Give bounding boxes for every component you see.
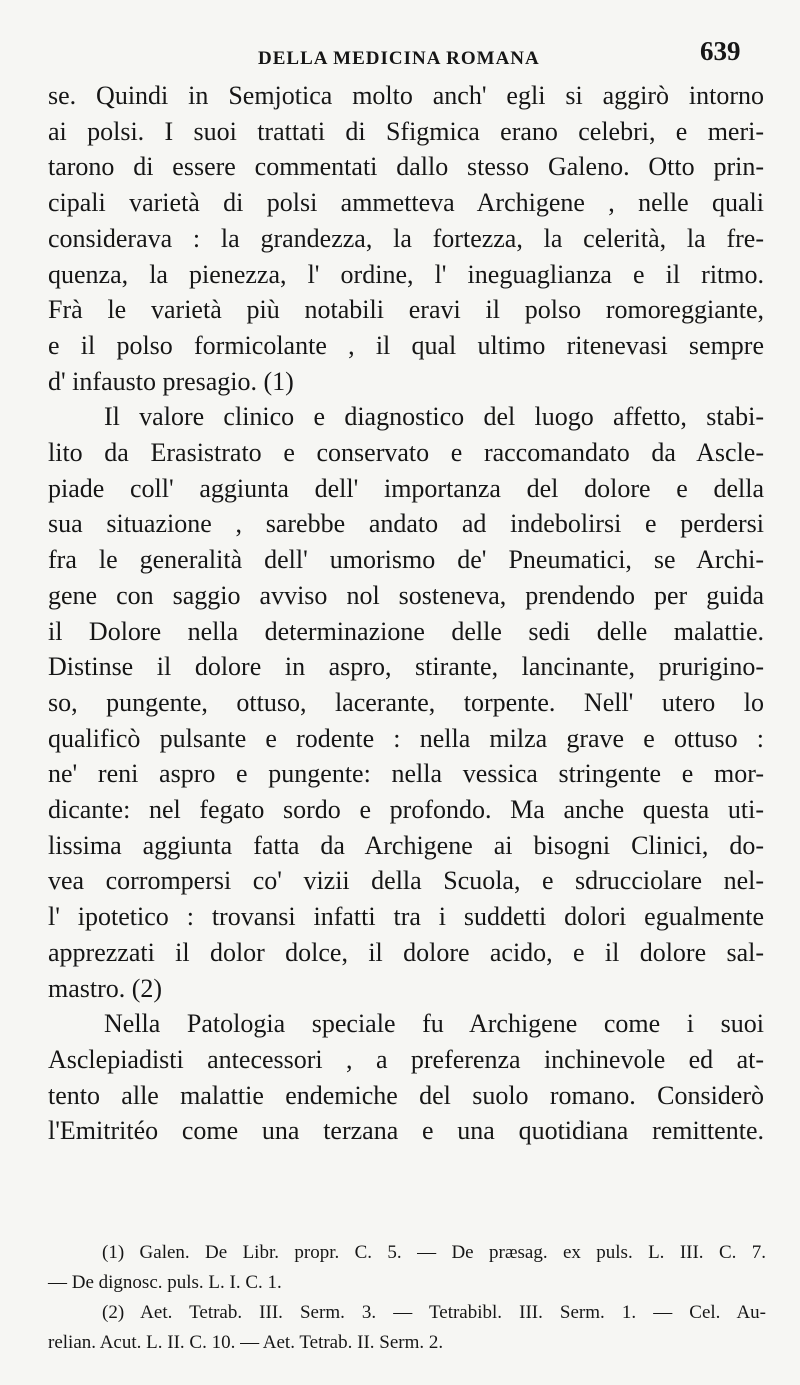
paragraph-2 bbox=[48, 399, 764, 1006]
text-line: sua situazione , sarebbe andato ad indebolirsi e perdersi bbox=[48, 509, 764, 539]
footnote-line: (1) Galen. De Libr. propr. C. 5. — De præsag. ex puls. L. III. C. 7. bbox=[102, 1242, 766, 1263]
text-line: Frà le varietà più notabili eravi il polso romoreggiante, bbox=[48, 295, 764, 325]
text-line: piade coll' aggiunta dell' importanza del dolore e della bbox=[48, 473, 764, 503]
text-line: tento alle malattie endemiche del suolo romano. Considerò bbox=[48, 1080, 764, 1110]
paragraph-1 bbox=[48, 78, 764, 399]
text-line: dicante: nel fegato sordo e profondo. Ma anche questa uti- bbox=[48, 795, 764, 825]
text-line: apprezzati il dolor dolce, il dolore acido, e il dolore sal- bbox=[48, 937, 764, 967]
footnote-2 bbox=[48, 1298, 766, 1358]
page-number: 639 bbox=[700, 36, 741, 66]
running-title: DELLA MEDICINA ROMANA bbox=[258, 48, 540, 69]
text-line: se. Quindi in Semjotica molto anch' egli si aggirò intorno bbox=[48, 81, 764, 110]
text-line: considerava : la grandezza, la fortezza, la celerità, la fre- bbox=[48, 223, 764, 253]
text-line: Distinse il dolore in aspro, stirante, lancinante, prurigino- bbox=[48, 652, 764, 682]
footnote-1 bbox=[48, 1238, 766, 1298]
text-line: lissima aggiunta fatta da Archigene ai bisogni Clinici, do- bbox=[48, 830, 764, 860]
text-line: l'Emitritéo come una terzana e una quotidiana remittente. bbox=[48, 1116, 764, 1146]
text-line: so, pungente, ottuso, lacerante, torpente. Nell' utero lo bbox=[48, 687, 764, 717]
text-line: il Dolore nella determinazione delle sedi delle malattie. bbox=[48, 616, 764, 646]
text-line: quenza, la pienezza, l' ordine, l' ineguaglianza e il ritmo. bbox=[48, 259, 764, 289]
running-head bbox=[0, 36, 800, 80]
text-line: tarono di essere commentati dallo stesso Galeno. Otto prin- bbox=[48, 152, 764, 182]
text-line: cipali varietà di polsi ammetteva Archigene , nelle quali bbox=[48, 188, 764, 218]
text-line: l' ipotetico : trovansi infatti tra i suddetti dolori egualmente bbox=[48, 902, 764, 932]
text-line: lito da Erasistrato e conservato e raccomandato da Ascle- bbox=[48, 438, 764, 468]
text-line: vea corrompersi co' vizii della Scuola, e sdrucciolare nel- bbox=[48, 866, 764, 896]
text-line: fra le generalità dell' umorismo de' Pneumatici, se Archi- bbox=[48, 545, 764, 575]
main-text bbox=[48, 78, 764, 1149]
paragraph-3 bbox=[48, 1006, 764, 1149]
text-line: mastro. (2) bbox=[48, 973, 163, 1003]
text-line: gene con saggio avviso nol sosteneva, prendendo per guida bbox=[48, 580, 764, 610]
footnote-line: relian. Acut. L. II. C. 10. — Aet. Tetrab. II. Serm. 2. bbox=[48, 1332, 444, 1353]
text-line: e il polso formicolante , il qual ultimo ritenevasi sempre bbox=[48, 330, 764, 360]
text-line: qualificò pulsante e rodente : nella milza grave e ottuso : bbox=[48, 723, 764, 753]
text-line: d' infausto presagio. (1) bbox=[48, 366, 294, 396]
text-line: ai polsi. I suoi trattati di Sfigmica erano celebri, e meri- bbox=[48, 116, 764, 146]
text-line: ne' reni aspro e pungente: nella vessica stringente e mor- bbox=[48, 759, 764, 789]
footnotes bbox=[48, 1238, 766, 1358]
footnote-line: — De dignosc. puls. L. I. C. 1. bbox=[48, 1272, 282, 1293]
text-line: Nella Patologia speciale fu Archigene come i suoi bbox=[104, 1009, 764, 1039]
text-line: Asclepiadisti antecessori , a preferenza inchinevole ed at- bbox=[48, 1044, 764, 1074]
footnote-line: (2) Aet. Tetrab. III. Serm. 3. — Tetrabibl. III. Serm. 1. — Cel. Au- bbox=[102, 1302, 766, 1323]
text-line: Il valore clinico e diagnostico del luogo affetto, stabi- bbox=[104, 402, 764, 432]
